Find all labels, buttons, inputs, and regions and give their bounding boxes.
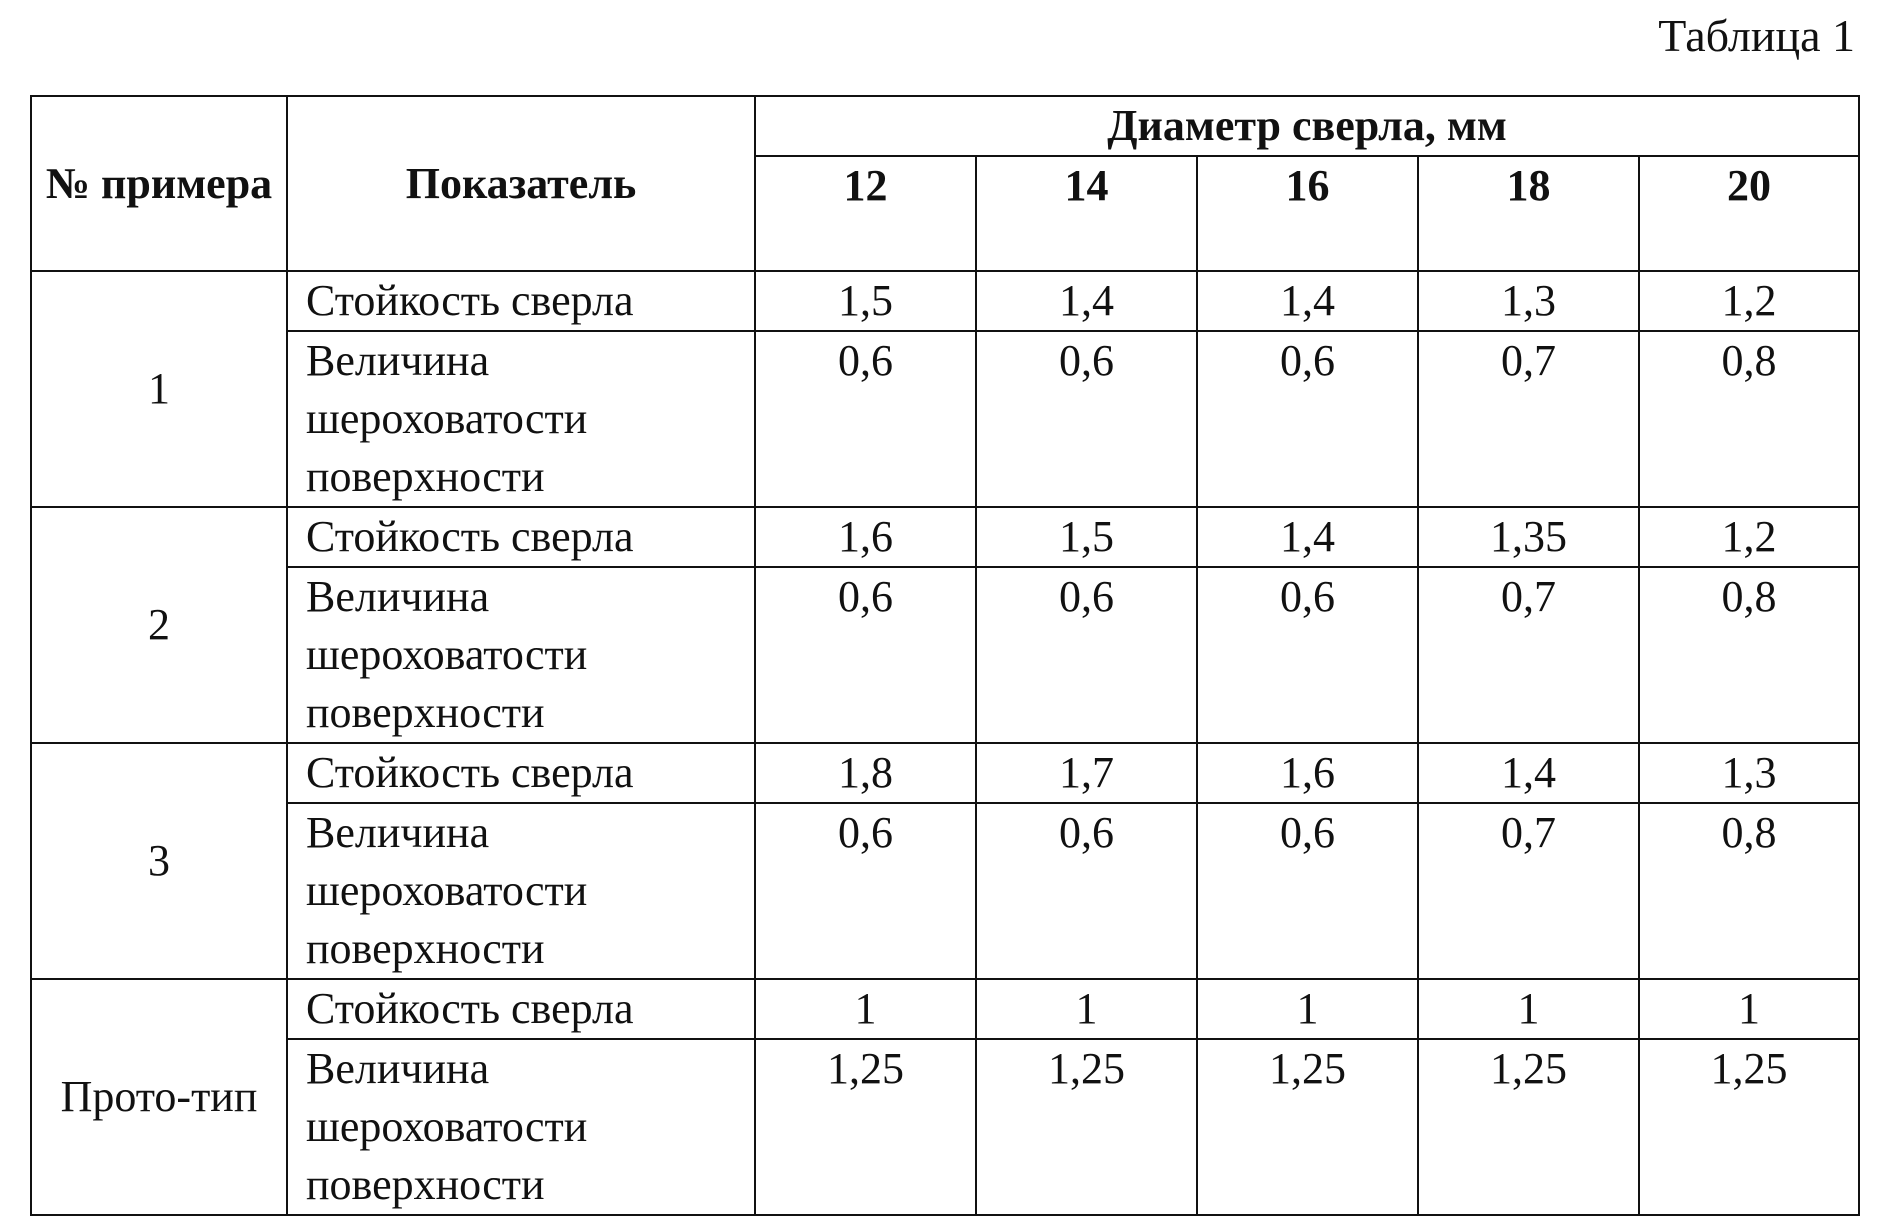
value-cell: 1 <box>976 979 1197 1039</box>
table-row <box>31 271 1859 331</box>
value-cell: 1,4 <box>1197 271 1418 331</box>
indicator-cell <box>287 1039 755 1215</box>
table-row <box>31 1039 1859 1215</box>
value-cell: 1,3 <box>1639 743 1859 803</box>
table-row <box>31 331 1859 507</box>
header-column: 18 <box>1418 156 1639 271</box>
value-cell: 1,35 <box>1418 507 1639 567</box>
value-cell: 0,6 <box>976 331 1197 507</box>
indicator-cell <box>287 331 755 507</box>
indicator-label: Величина шероховатости поверхности <box>306 572 588 737</box>
value-cell: 1,3 <box>1418 271 1639 331</box>
value-cell: 1 <box>1197 979 1418 1039</box>
value-cell: 0,6 <box>755 567 976 743</box>
table-row <box>31 743 1859 803</box>
header-column: 14 <box>976 156 1197 271</box>
header-example-number: № примера <box>31 96 287 271</box>
value-cell: 1,4 <box>1418 743 1639 803</box>
value-cell: 1 <box>755 979 976 1039</box>
indicator-label: Стойкость сверла <box>306 748 634 797</box>
value-cell: 0,7 <box>1418 331 1639 507</box>
value-cell: 0,7 <box>1418 567 1639 743</box>
value-cell: 0,8 <box>1639 567 1859 743</box>
value-cell: 0,7 <box>1418 803 1639 979</box>
value-cell: 1,5 <box>755 271 976 331</box>
table-caption: Таблица 1 <box>1658 10 1855 61</box>
example-number-cell: 2 <box>31 507 287 743</box>
value-cell: 0,6 <box>1197 567 1418 743</box>
indicator-cell <box>287 567 755 743</box>
header-drill-diameter: Диаметр сверла, мм <box>755 96 1859 156</box>
value-cell: 1,2 <box>1639 507 1859 567</box>
header-indicator: Показатель <box>287 96 755 271</box>
indicator-cell <box>287 979 755 1039</box>
value-cell: 1 <box>1639 979 1859 1039</box>
table-row <box>31 507 1859 567</box>
value-cell: 1,25 <box>1639 1039 1859 1215</box>
value-cell: 1 <box>1418 979 1639 1039</box>
value-cell: 1,25 <box>1197 1039 1418 1215</box>
value-cell: 1,4 <box>1197 507 1418 567</box>
example-number-cell: 3 <box>31 743 287 979</box>
data-table <box>30 95 1860 1216</box>
indicator-label: Стойкость сверла <box>306 984 634 1033</box>
table-row <box>31 567 1859 743</box>
value-cell: 1,5 <box>976 507 1197 567</box>
indicator-cell <box>287 743 755 803</box>
indicator-cell <box>287 803 755 979</box>
header-column: 20 <box>1639 156 1859 271</box>
value-cell: 0,8 <box>1639 331 1859 507</box>
value-cell: 1,7 <box>976 743 1197 803</box>
value-cell: 0,6 <box>1197 331 1418 507</box>
indicator-label: Стойкость сверла <box>306 512 634 561</box>
value-cell: 0,6 <box>1197 803 1418 979</box>
value-cell: 1,4 <box>976 271 1197 331</box>
value-cell: 1,25 <box>755 1039 976 1215</box>
indicator-label: Стойкость сверла <box>306 276 634 325</box>
example-number-cell: 1 <box>31 271 287 507</box>
value-cell: 0,6 <box>976 803 1197 979</box>
table-row <box>31 979 1859 1039</box>
value-cell: 1,2 <box>1639 271 1859 331</box>
indicator-cell <box>287 271 755 331</box>
header-column: 12 <box>755 156 976 271</box>
indicator-cell <box>287 507 755 567</box>
value-cell: 1,6 <box>1197 743 1418 803</box>
value-cell: 1,8 <box>755 743 976 803</box>
value-cell: 0,6 <box>755 803 976 979</box>
value-cell: 0,8 <box>1639 803 1859 979</box>
value-cell: 1,25 <box>976 1039 1197 1215</box>
example-number-cell: Прото-тип <box>31 979 287 1215</box>
value-cell: 0,6 <box>976 567 1197 743</box>
header-column: 16 <box>1197 156 1418 271</box>
indicator-label: Величина шероховатости поверхности <box>306 336 588 501</box>
table-body <box>31 271 1859 1215</box>
table-header <box>31 96 1859 271</box>
indicator-label: Величина шероховатости поверхности <box>306 1044 588 1209</box>
indicator-label: Величина шероховатости поверхности <box>306 808 588 973</box>
table-row <box>31 803 1859 979</box>
value-cell: 1,25 <box>1418 1039 1639 1215</box>
value-cell: 1,6 <box>755 507 976 567</box>
value-cell: 0,6 <box>755 331 976 507</box>
